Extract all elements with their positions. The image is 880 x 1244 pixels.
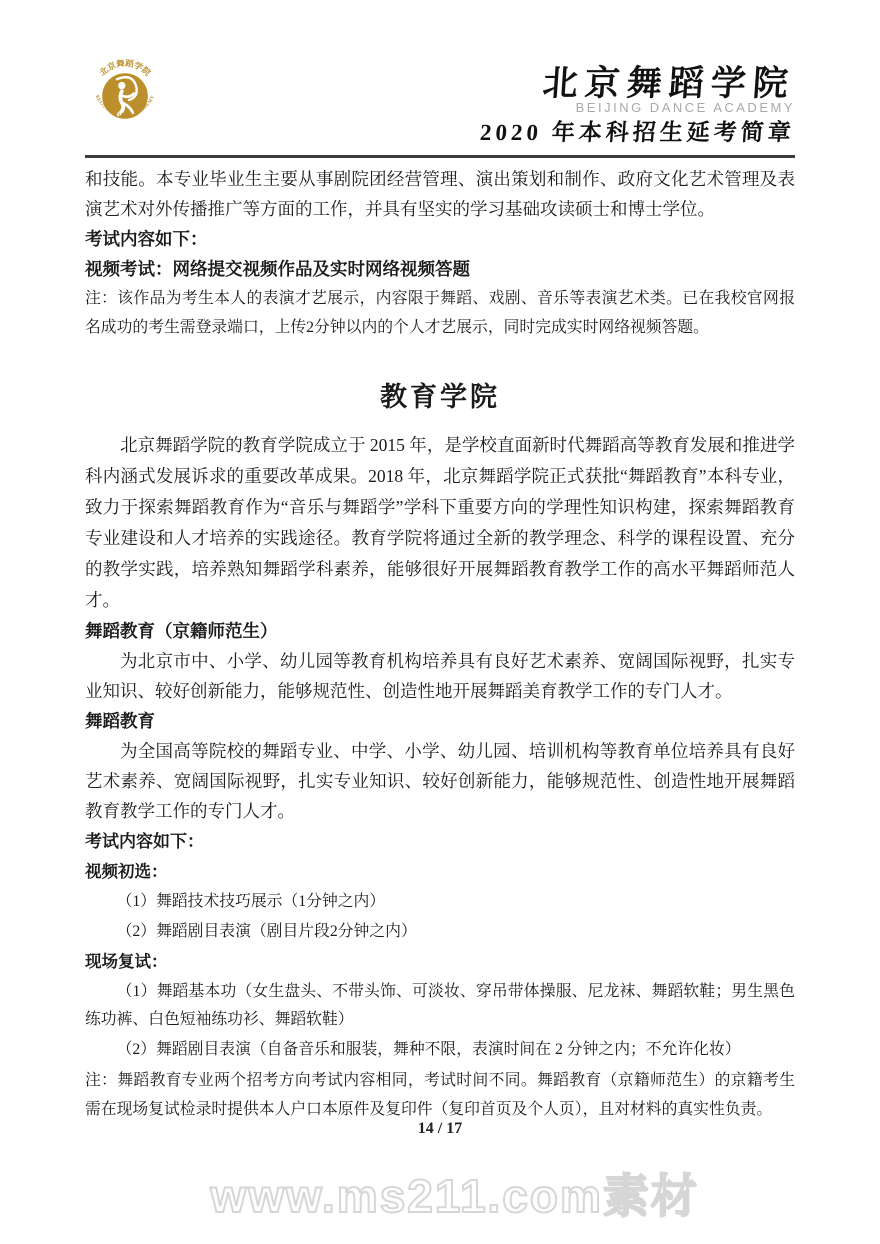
note-dance-education: 注：舞蹈教育专业两个招考方向考试内容相同，考试时间不同。舞蹈教育（京籍师范生）的京籍考生需在现场复试检录时提供本人户口本原件及复印件（复印首页及个人页），且对材料的真实性负责。: [85, 1072, 795, 1118]
onsite-item-2: （2）舞蹈剧目表演（自备音乐和服装，舞种不限，表演时间在 2 分钟之内；不允许化妆）: [116, 1041, 741, 1058]
exam-content-label-2: 考试内容如下：: [85, 832, 204, 851]
brochure-title: 2020 年本科招生延考简章: [479, 120, 796, 145]
seal-top-text: 北京舞蹈学院: [97, 58, 153, 78]
major2-description: 为全国高等院校的舞蹈专业、中学、小学、幼儿园、培训机构等教育单位培养具有良好艺术素养、宽阔国际视野，扎实专业知识、较好创新能力，能够规范性、创造性地开展舞蹈教育教学工作的专门人才。: [85, 741, 795, 821]
academy-name-en: BEIJING DANCE ACADEMY: [575, 100, 795, 115]
exam-content-label: 考试内容如下：: [85, 229, 208, 249]
onsite-item-1: （1）舞蹈基本功（女生盘头、不带头饰、可淡妆、穿吊带体操服、尼龙袜、舞蹈软鞋；男生黑色练功裤、白色短袖练功衫、舞蹈软鞋）: [85, 983, 795, 1028]
page-header: [85, 52, 795, 147]
note-video-exam: 注：该作品为考生本人的表演才艺展示，内容限于舞蹈、戏剧、音乐等表演艺术类。已在我校官网报名成功的考生需登录端口，上传2分钟以内的个人才艺展示，同时完成实时网络视频答题。: [85, 290, 795, 336]
watermark-text: www.ms211.com素材: [210, 1170, 699, 1222]
seal-bottom-text: BEIJING DANCE ACADEMY: [93, 94, 157, 119]
major1-title: 舞蹈教育（京籍师范生）: [85, 621, 278, 641]
video-item-2: （2）舞蹈剧目表演（剧目片段2分钟之内）: [116, 923, 417, 940]
video-item-1: （1）舞蹈技术技巧展示（1分钟之内）: [116, 893, 386, 910]
header-title-block: [480, 66, 795, 147]
video-exam-line: 视频考试：网络提交视频作品及实时网络视频答题: [85, 259, 470, 279]
page-number: 14 / 17: [417, 1120, 463, 1137]
paragraph-continuation: 和技能。本专业毕业生主要从事剧院团经营管理、演出策划和制作、政府文化艺术管理及表演艺术对外传播推广等方面的工作，并具有坚实的学习基础攻读硕士和博士学位。: [85, 169, 795, 219]
onsite-retest-label: 现场复试：: [85, 952, 168, 971]
video-preselect-label: 视频初选：: [85, 862, 168, 881]
header-divider: [85, 155, 795, 158]
academy-name-cn: 北京舞蹈学院: [541, 64, 797, 103]
major1-description: 为北京市中、小学、幼儿园等教育机构培养具有良好艺术素养、宽阔国际视野，扎实专业知识、较好创新能力，能够规范性、创造性地开展舞蹈美育教学工作的专门人才。: [85, 651, 795, 701]
beijing-dance-academy-seal-icon: [85, 56, 165, 136]
section-title-education-school: 教育学院: [380, 382, 500, 412]
major2-title: 舞蹈教育: [85, 711, 155, 731]
document-body: [85, 164, 795, 1124]
education-school-intro: 北京舞蹈学院的教育学院成立于 2015 年，是学校直面新时代舞蹈高等教育发展和推进学科内涵式发展诉求的重要改革成果。2018 年，北京舞蹈学院正式获批“舞蹈教育”本科专业，致力于探索舞蹈教育作为“音乐与舞蹈学”学科下重要方向的学理性知识构建，探索舞蹈教育专业建设和人才培养的实践途径。教育学院将通过全新的教学理念、科学的课程设置、充分的教学实践，培养熟知舞蹈学科素养，能够很好开展舞蹈教育教学工作的高水平舞蹈师范人才。: [85, 435, 795, 610]
